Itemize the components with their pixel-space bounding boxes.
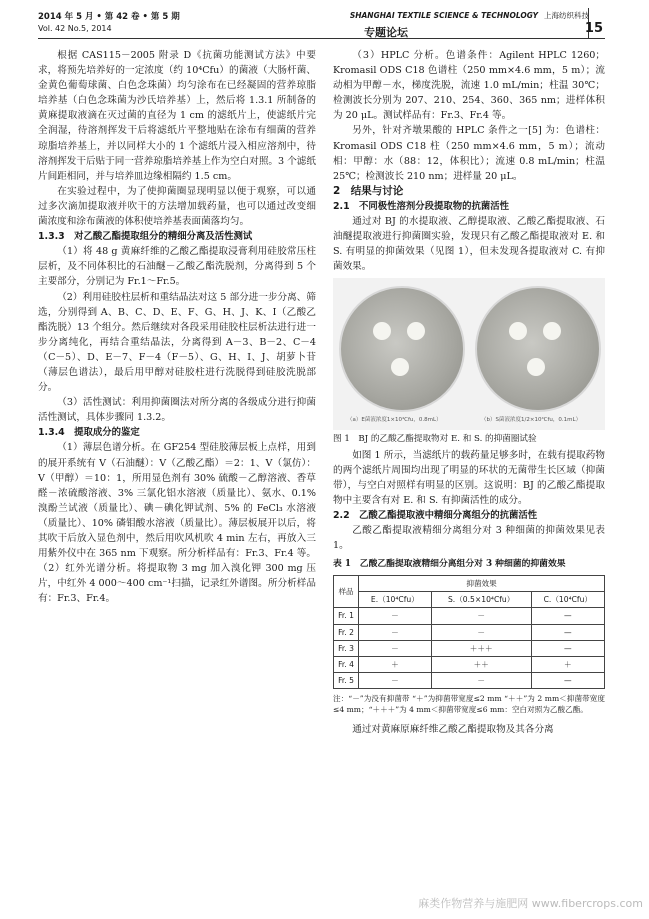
filter-disk [543,322,561,340]
table-row [334,608,605,624]
filter-disk [509,322,527,340]
header-rule [38,38,605,39]
table-cell: — [531,608,604,624]
paragraph: 另外，针对齐墩果酸的 HPLC 条件之一[5] 为：色谱柱：Kromasil ODS C18 柱（250 mm×4.6 mm，5 m）；流动相：甲醇：水（88：12，体积比）；流速 0.8 mL/min；柱温 25℃；检测波长 210 nm；进样量 20 μL。 [333,125,605,182]
table-row [334,672,605,688]
table-cell: Fr. 3 [334,640,359,656]
volume-info: Vol. 42 No.5, 2014 [38,24,112,33]
paragraph: （3）HPLC 分析。色谱条件：Agilent HPLC 1260；Kromasil ODS C18 色谱柱（250 mm×4.6 mm，5 m）；流动相为甲醇－水，梯度洗脱，流速 1.0 mL/min；柱温 30℃；检测波长分别为 207、210、254、360、365 nm；进样体积为 20 μL。测试样品有：Fr.3、Fr.4 等。 [333,50,605,122]
journal-name-en: SHANGHAI TEXTILE SCIENCE & TECHNOLOGY [349,11,538,20]
table-header: C.（10⁴Cfu） [531,592,604,608]
table-cell: ＋＋＋ [431,640,531,656]
table-cell: ＋ [359,656,432,672]
figure-1 [333,278,605,430]
section-heading: 1.3.4 提取成分的鉴定 [38,427,140,439]
column-title: 专题论坛 [364,26,408,39]
table-row [334,640,605,656]
left-column [38,48,316,606]
figure-caption: 图 1 BJ 的乙酸乙酯提取物对 E. 和 S. 的抑菌圈试验 [333,434,537,445]
watermark: 麻类作物营养与施肥网 www.fibercrops.com [418,897,643,910]
table-caption: 表 1 乙酸乙酯提取液精细分离组分对 3 种细菌的抑菌效果 [333,559,566,570]
table-cell: — [531,640,604,656]
table-header-sample: 样品 [334,576,359,608]
table-header-effect: 抑菌效果 [359,576,605,592]
journal-name-cn: 上海纺织科技 [544,11,589,20]
petri-dish-b [475,286,601,412]
section-heading: 2.1 不同极性溶剂分段提取物的抗菌活性 [333,200,509,212]
table-cell: Fr. 5 [334,672,359,688]
paragraph: 如图 1 所示，当滤纸片的载药量足够多时，在载有提取药物的两个滤纸片周围均出现了明显的环状的无菌带生长区域（抑菌带），与空白对照样有明显的区别。这说明：BJ 的乙酸乙酯提取物中主要含有对 E. 和 S. 有抑菌活性的成分。 [333,449,605,506]
table-row [334,656,605,672]
paragraph: （2）利用硅胶柱层析和重结晶法对这 5 部分进一步分离、筛选，分别得到 A、B、C、D、E、F、G、H、J、K、I（乙酸乙酯洗脱）13 个组分。然后继续对各段采用硅胶柱层析法进行进一步分离纯化，再结合重结晶法，分离得到 A－3、B－2、C－4（C－5）、D、E－7、F－4（F－5）、G、H、I、J、胡萝卜苷（薄层色谱法），最后用甲醇对硅胶柱进行洗脱得到硅胶洗脱部分。 [38,291,316,394]
table-note: 注：“－”为没有抑菌带 “＋”为抑菌带宽度≤2 mm “＋＋”为 2 mm＜抑菌带宽度≤4 mm；“＋＋＋”为 4 mm＜抑菌带宽度≤6 mm：空白对照为乙酸乙酯。 [333,693,605,715]
table-cell: Fr. 1 [334,608,359,624]
paragraph: 在实验过程中，为了使抑菌圈显现明显以便于观察，可以通过多次滴加提取液并吹干的方法增加载药量，也可以通过改变细菌浓度和涂布菌液的体积使培养基表面菌落均匀。 [38,185,316,228]
table-cell: － [431,672,531,688]
paragraph: 乙酸乙酯提取液精细分离组分对 3 种细菌的抑菌效果见表 1。 [333,524,605,552]
petri-dish-a [339,286,465,412]
table-cell: － [359,624,432,640]
section-heading: 1.3.3 对乙酸乙酯提取组分的精细分离及活性测试 [38,231,253,243]
results-table [333,575,605,689]
paragraph: 根据 CAS115－2005 附录 D《抗菌功能测试方法》中要求，将预先培养好的一定浓度（约 10⁴Cfu）的菌液（大肠杆菌、金黄色葡萄球菌、白色念珠菌）均匀涂布在已经凝固的营养琼脂培养基（白色念珠菌为沙氏培养基）上，然后将 1.3.1 所制备的黄麻提取液滴在灭过菌的直径为 1 cm 的滤纸片上，使滤纸片完全润湿，待溶剂挥发干后将滤纸片平整地贴在涂布有细菌的营养琼脂培养基上，并以同样大小的 1 个滤纸片浸入相应溶剂中，待溶剂挥发干后贴于同一营养琼脂培养基上作为空白对照。3 个滤纸片间距相同，并与培养皿边缘相隔约 1.5 cm。 [38,50,316,182]
table-cell: ＋ [531,656,604,672]
paragraph: 通过对黄麻原麻纤维乙酸乙酯提取物及其各分离 [352,723,554,735]
section-heading: 2 结果与讨论 [333,184,404,197]
issue-info: 2014 年 5 月 • 第 42 卷 • 第 5 期 [38,12,180,22]
right-column [333,48,605,737]
filter-disk [407,322,425,340]
table-cell: Fr. 2 [334,624,359,640]
table-cell: Fr. 4 [334,656,359,672]
table-cell: － [431,624,531,640]
table-cell: － [359,608,432,624]
table-cell: ＋＋ [431,656,531,672]
table-row [334,624,605,640]
table-header: E.（10⁴Cfu） [359,592,432,608]
filter-disk [527,358,545,376]
filter-disk [391,358,409,376]
paragraph: 通过对 BJ 的水提取液、乙醇提取液、乙酸乙酯提取液、石油醚提取液进行抑菌圈实验，发现只有乙酸乙酯提取液对 E. 和 S. 有明显的抑菌效果（见图 1），但未发现各提取液对 C. 有抑菌效果。 [333,216,605,273]
table-cell: － [431,608,531,624]
filter-disk [373,322,391,340]
table-header: S.（0.5×10⁴Cfu） [431,592,531,608]
journal-name [350,10,589,21]
table-cell: － [359,640,432,656]
paragraph: （3）活性测试：利用抑菌圈法对所分离的各级成分进行抑菌活性测试，具体步骤同 1.3.2。 [38,397,316,424]
table-cell: － [359,672,432,688]
table-cell: — [531,672,604,688]
paragraph: （1）薄层色谱分析。在 GF254 型硅胶薄层板上点样，用到的展开系统有 V（石油醚）：V（乙酸乙酯）＝2：1、V（氯仿）：V（甲醇）＝10：1，所用显色剂有 30% 硫酸－乙醇溶液、香草醛－浓硫酸溶液、3% 三氯化铝水溶液（质量比）、氨水、0.1% 溴酚兰试液（质量比）、碘－碘化钾试剂、5% 的 FeCl₃ 水溶液（质量比）、10% 磷钼酸水溶液（质量比）。薄层板展开以后，将其吹干后放入显色剂中，然后用吹风机吹 4 min 左右，再放入三用紫外仪中在 365 nm 下观察。所分析样品有：Fr.3、Fr.4 等。（2）红外光谱分析。将提取物 3 mg 加入溴化钾 300 mg 压片，中红外 4 000～400 cm⁻¹扫描，记录红外谱图。所分析样品有：Fr.3、Fr.4。 [38,442,316,605]
page-number: 15 [584,21,603,36]
paragraph: （1）将 48 g 黄麻纤维的乙酸乙酯提取浸膏利用硅胶常压柱层析，及不同体积比的石油醚－乙酸乙酯洗脱剂，分离得到 5 个主要部分，分别记为 Fr.1～Fr.5。 [38,246,316,288]
section-heading: 2.2 乙酸乙酯提取液中精细分离组分的抗菌活性 [333,509,538,521]
figure-subcaption-b: （b）S菌液浓度1/2×10⁴Cfu，0.1mL） [481,417,582,424]
table-cell: — [531,624,604,640]
figure-subcaption-a: （a）E菌液浓度1×10⁴Cfu，0.8mL） [347,417,442,424]
